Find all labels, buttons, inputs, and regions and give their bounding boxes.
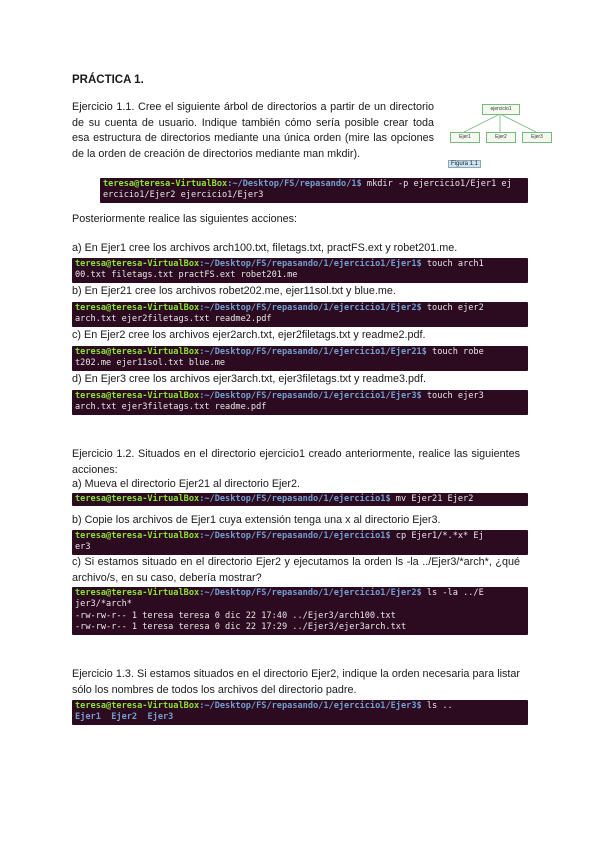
terminal-touch-ejer3 bbox=[72, 390, 528, 415]
figure-caption: Figura 1.1 bbox=[448, 160, 481, 168]
terminal-mv bbox=[72, 493, 528, 506]
prompt-path: :~/Desktop/FS/repasando/1/ejercicio1/Ejer21$ bbox=[199, 347, 427, 357]
output-line: -rw-rw-r-- 1 teresa teresa 0 dic 22 17:40 ../Ejer3/arch100.txt bbox=[75, 610, 396, 621]
exercise-1-2-text: Ejercicio 1.2. Situados en el directorio ejercicio1 creado anteriormente, realice las siguientes acciones: bbox=[72, 448, 520, 476]
task-1-1-c: c) En Ejer2 cree los archivos ejer2arch.txt, ejer2filetags.txt y readme2.pdf. bbox=[72, 329, 426, 341]
command-text: touch robe bbox=[426, 347, 484, 357]
terminal-touch-ejer1 bbox=[72, 258, 528, 283]
prompt-user: teresa@teresa-VirtualBox bbox=[75, 391, 200, 401]
tree-node-ejer1: Ejer1 bbox=[450, 132, 480, 143]
prompt-user: teresa@teresa-VirtualBox bbox=[75, 531, 200, 541]
exercise-1-3-text: Ejercicio 1.3. Si estamos situados en el directorio Ejer2, indique la orden necesaria para listar sólo los nombres de todos los archivos del directorio padre. bbox=[72, 668, 520, 696]
task-1-1-b: b) En Ejer21 cree los archivos robet202.me, ejer11sol.txt y blue.me. bbox=[72, 285, 396, 297]
tree-node-ejer3: Ejer3 bbox=[522, 132, 552, 143]
command-continuation: t202.me ejer11sol.txt blue.me bbox=[75, 358, 226, 369]
prompt-path: :~/Desktop/FS/repasando/1$ bbox=[227, 179, 362, 189]
output-dir: Ejer3 bbox=[147, 712, 174, 723]
terminal-touch-ejer2 bbox=[72, 302, 528, 327]
command-text: touch arch1 bbox=[421, 259, 484, 269]
command-text: mkdir -p ejercicio1/Ejer1 ej bbox=[361, 179, 512, 189]
task-1-2-b: b) Copie los archivos de Ejer1 cuya extensión tenga una x al directorio Ejer3. bbox=[72, 514, 441, 526]
command-text: touch ejer3 bbox=[421, 391, 484, 401]
tree-node-ejer2: Ejer2 bbox=[486, 132, 516, 143]
task-1-2-a: a) Mueva el directorio Ejer21 al directorio Ejer2. bbox=[72, 478, 301, 490]
instructions-intro: Posteriormente realice las siguientes acciones: bbox=[72, 213, 298, 225]
command-continuation: arch.txt ejer2filetags.txt readme2.pdf bbox=[75, 314, 272, 325]
prompt-user: teresa@teresa-VirtualBox bbox=[75, 588, 200, 598]
prompt-path: :~/Desktop/FS/repasando/1/ejercicio1$ bbox=[199, 494, 391, 504]
terminal-cp bbox=[72, 530, 528, 555]
command-continuation: ercicio1/Ejer2 ejercicio1/Ejer3 bbox=[103, 190, 264, 201]
command-continuation: jer3/*arch* bbox=[75, 599, 132, 610]
prompt-user: teresa@teresa-VirtualBox bbox=[103, 179, 228, 189]
terminal-mkdir bbox=[100, 178, 528, 203]
task-1-2-c: c) Si estamos situado en el directorio Ejer2 y ejecutamos la orden ls -la ../Ejer3/*arch*, ¿qué archivo/s, en su caso, debería mostrar? bbox=[72, 556, 520, 584]
command-text: ls -la ../E bbox=[421, 588, 484, 598]
output-dir: Ejer1 bbox=[75, 712, 101, 723]
command-continuation: 00.txt filetags.txt practFS.ext robet201.me bbox=[75, 270, 298, 281]
tree-node-root: ejercicio1 bbox=[482, 104, 520, 115]
prompt-path: :~/Desktop/FS/repasando/1/ejercicio1/Ejer2$ bbox=[199, 303, 422, 313]
page-title: PRÁCTICA 1. bbox=[72, 74, 144, 86]
command-continuation: arch.txt ejer3filetags.txt readme.pdf bbox=[75, 402, 267, 413]
output-line: -rw-rw-r-- 1 teresa teresa 0 dic 22 17:29 ../Ejer3/ejer3arch.txt bbox=[75, 622, 407, 633]
command-text: mv Ejer21 Ejer2 bbox=[390, 494, 474, 504]
prompt-path: :~/Desktop/FS/repasando/1/ejercicio1/Ejer1$ bbox=[199, 259, 422, 269]
prompt-user: teresa@teresa-VirtualBox bbox=[75, 259, 200, 269]
prompt-path: :~/Desktop/FS/repasando/1/ejercicio1/Ejer2$ bbox=[199, 588, 422, 598]
prompt-path: :~/Desktop/FS/repasando/1/ejercicio1/Ejer3$ bbox=[199, 391, 422, 401]
command-text: ls .. bbox=[421, 701, 453, 711]
terminal-ls-parent bbox=[72, 700, 528, 725]
prompt-path: :~/Desktop/FS/repasando/1/ejercicio1/Ejer3$ bbox=[199, 701, 422, 711]
command-text: cp Ejer1/*.*x* Ej bbox=[390, 531, 484, 541]
task-1-1-d: d) En Ejer3 cree los archivos ejer3arch.txt, ejer3filetags.txt y readme3.pdf. bbox=[72, 373, 427, 385]
exercise-1-1-text: Ejercicio 1.1. Cree el siguiente árbol de directorios a partir de un directorio de su cuenta de usuario. Indique también cómo sería posible crear toda esa estructura de directorios mediante una única orden (mire las opciones de la orden de creación de directorios mediante man mkdir). bbox=[72, 101, 434, 160]
output-dir: Ejer2 bbox=[111, 712, 138, 723]
prompt-user: teresa@teresa-VirtualBox bbox=[75, 494, 200, 504]
prompt-user: teresa@teresa-VirtualBox bbox=[75, 701, 200, 711]
task-1-1-a: a) En Ejer1 cree los archivos arch100.txt, filetags.txt, practFS.ext y robet201.me. bbox=[72, 242, 458, 254]
terminal-ls-la bbox=[72, 587, 528, 635]
command-text: touch ejer2 bbox=[421, 303, 484, 313]
terminal-touch-ejer21 bbox=[72, 346, 528, 371]
prompt-user: teresa@teresa-VirtualBox bbox=[75, 303, 200, 313]
prompt-path: :~/Desktop/FS/repasando/1/ejercicio1$ bbox=[199, 531, 391, 541]
command-continuation: er3 bbox=[75, 542, 91, 553]
prompt-user: teresa@teresa-VirtualBox bbox=[75, 347, 200, 357]
